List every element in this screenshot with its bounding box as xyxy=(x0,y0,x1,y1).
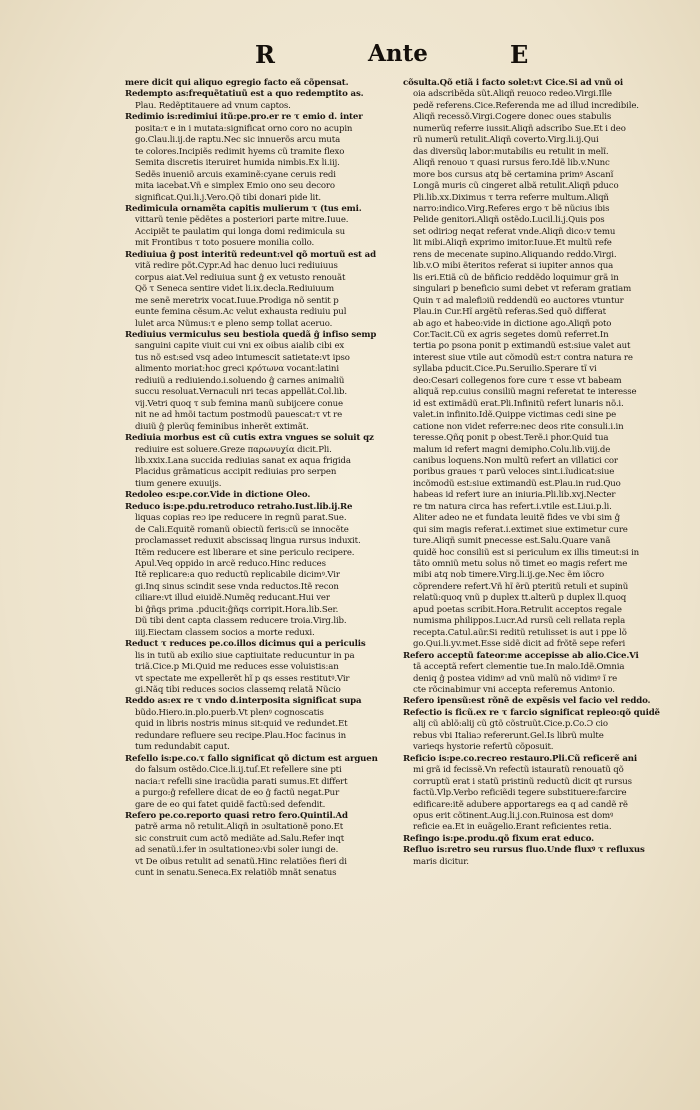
text-line: singulari p beneficio sumi debet vt referam gratiam xyxy=(413,284,632,295)
text-line: Semita discretis iteruiret humida nimbis.Ex li.iij. xyxy=(135,158,340,169)
entry-headword-line: Refectio is ficũ.ex re τ farcio significat repleo:qõ quidẽ xyxy=(403,707,660,718)
text-line: malum id refert magni demipho.Colu.lib.viij.de xyxy=(413,444,611,455)
text-line: interest siue vtile aut cõmodũ est:τ contra natura re xyxy=(413,352,633,363)
text-line: Longã muris cũ cingeret albã retulit.Aliqñ pduco xyxy=(413,181,619,192)
text-line: go.Clau.li.ij.de raptu.Nec sic innuerõs arcu muta xyxy=(135,135,341,146)
entry-headword-line: Rediuiua ĝ post interitũ redeunt:vel qõ mortuũ est ad xyxy=(125,249,376,260)
text-line: catione non videt referre:nec deos rite consuli.i.in xyxy=(413,421,624,432)
text-line: iiij.Eiectam classem socios a morte reduxi. xyxy=(135,627,315,638)
text-line: Itẽ replicare:a quo reductũ replicabile dicimꝰ.Vir xyxy=(135,570,340,581)
text-line: rediuire est soluere.Greze παρωνυχία dicit.Pli. xyxy=(135,444,332,455)
text-line: lulet arca Nũmus:τ e pleno semp tollat aceruo. xyxy=(135,318,333,329)
text-line: Plau. Redẽptitauere ad vnum captos. xyxy=(135,100,291,111)
text-line: Sedẽs inueniõ arcuis examinẽ:cyane ceruis redi xyxy=(135,169,336,180)
text-line: eunte femina cẽsum.Ac velut exhausta rediuiu pul xyxy=(135,307,347,318)
text-line: gare de eo qui fatet quidẽ factũ:sed defendit. xyxy=(135,799,326,810)
text-line: Pelide genitori.Aliqñ ostẽdo.Lucil.li.j.Quis pos xyxy=(413,215,605,226)
text-line: Plau.in Cur.Hĩ argẽtũ referas.Sed quõ differat xyxy=(413,307,606,318)
text-line: Qõ τ Seneca sentire videt li.ix.decla.Rediuiuum xyxy=(135,284,335,295)
text-line: more bos cursus atq bẽ certamina primꝰ Ascanĩ xyxy=(413,169,614,180)
text-line: tium genere exuuijs. xyxy=(135,478,222,489)
text-line: aliquã rep.cuius consiliũ magni referetat te interesse xyxy=(413,387,637,398)
text-line: bi ĝñqs prima .pducit:ĝñqs corripit.Hora.lib.Ser. xyxy=(135,604,339,615)
text-line: cte rõcinabimur vni accepta referemus Antonio. xyxy=(413,685,615,696)
text-line: corruptũ erat i statũ pristinũ reductũ dicit qt̃ rursus xyxy=(413,776,632,787)
text-line: cunt in senatu.Seneca.Ex relatiõb mnãt senatus xyxy=(135,868,337,879)
text-line: succu resoluat.Vernaculi nri tecas appellãt.Col.lib. xyxy=(135,387,347,398)
text-line: nacia:τ refelli sine iracũdia parati sumus.Et differt xyxy=(135,776,348,787)
header-left-letter: R xyxy=(255,40,275,69)
text-line: habeas id refert iure an iniuria.Pli.lib.xvj.Necter xyxy=(413,490,616,501)
text-line: numerũq referre iussit.Aliqñ adscribo Sue.Et i deo xyxy=(413,123,626,134)
text-line: mibi atq nob timere.Virg.li.ij.ge.Nec ẽm iõcro xyxy=(413,570,605,581)
header-word: Ante xyxy=(368,40,428,67)
entry-headword-line: Refero acceptũ fateor:me accepisse ab alio.Cice.Vi xyxy=(403,650,639,661)
text-line: factũ.Vlp.Verbo reficiẽdi tegere substituere:farcire xyxy=(413,788,627,799)
text-line: me senẽ meretrix vocat.Iuue.Prodiga nõ sentit p xyxy=(135,295,339,306)
text-line: sic construit cum actõ mediãte ad.Salu.Refer inqt xyxy=(135,833,345,844)
text-line: Accipiẽt te paulatim qui longa domi redimicula su xyxy=(135,226,346,237)
text-line: Itẽm reducere est liberare et sine periculo recipere. xyxy=(135,547,355,558)
text-line: das diversũq labor:mutabilis eu retulit in melĩ. xyxy=(413,146,609,157)
entry-headword-line: Reduct τ reduces pe.co.illos dicimus qui a periculis xyxy=(125,639,366,650)
text-line: gi.Nãq tibi reduces socios classemq relatã Nũcio xyxy=(135,685,341,696)
entry-headword-line: Refingo is:pe.produ.qõ fixum erat educo. xyxy=(403,833,595,844)
text-line: diuiũ ĝ plerũq feminibus inherẽt extimãt. xyxy=(135,421,309,432)
entry-headword-line: Refero ipensũ:est rõnẽ de expẽsis vel facio vel reddo. xyxy=(403,696,651,707)
text-line: mit Frontibus τ toto posuere monilia collo. xyxy=(135,238,315,249)
text-line: liquas copias reɔ ipe reducere in regnũ parat.Sue. xyxy=(135,513,347,524)
text-line: cõprendere refert.Vñ hĩ ẽrũ pteritũ retuli et supinũ xyxy=(413,581,629,592)
entry-headword-line: Rediuius vermiculus seu bestiola quedã ĝ infiso semp xyxy=(125,329,377,340)
text-line: vitã redire põt.Cypr.Ad hac denuo luci rediuiuus xyxy=(135,261,338,272)
text-line: numisma philippos.Lucr.Ad rursũ celi rellata repla xyxy=(413,616,626,627)
text-line: gi.Inq sinus scindit sese vnda reductos.Itẽ recon xyxy=(135,581,339,592)
text-line: rũ numerũ retulit.Aliqñ coverto.Virg.li.ij.Qui xyxy=(413,135,599,146)
entry-headword-line: cõsulta.Qõ etiã i facto solet:vt Cice.Si ad vnũ oi xyxy=(403,78,623,88)
text-line: patrẽ arma nõ retulit.Aliqñ in ɔsultationẽ pono.Et xyxy=(135,822,344,833)
text-line: narro:indico.Virg.Referes ergo τ bẽ nũcius ibis xyxy=(413,203,610,214)
text-line: Apul.Veq oppido in arcẽ reduco.Hinc reduces xyxy=(135,559,326,570)
text-line: quid in libris nostris minus sit:quid ve redundet.Et xyxy=(135,719,348,730)
right-text-column xyxy=(403,78,668,868)
running-header xyxy=(0,40,700,76)
text-line: pedẽ referens.Cice.Referenda me ad illud incredibile. xyxy=(413,100,639,111)
text-line: corpus aiat.Vel rediuiua sunt ĝ ex vetusto renouãt xyxy=(135,272,346,283)
text-line: mi grã id fecissẽ.Vn refectũ istauratũ renouatũ qõ xyxy=(413,765,624,776)
text-line: syllaba pducit.Cice.Pu.Seruilio.Sperare tĩ vi xyxy=(413,364,597,375)
text-line: mita iacebat.Vñ e simplex Emio ono seu decoro xyxy=(135,181,335,192)
text-line: maris dicitur. xyxy=(413,856,469,867)
text-line: qui sim magis referat.i.extimet siue extimetur cure xyxy=(413,524,628,535)
text-line: alij cũ ablõ:alij cũ gtõ cõstruũt.Cice.p.Co.Ɔ cio xyxy=(413,719,608,730)
text-line: nit ne ad hmõi tactum postmodũ pauescat:τ vt re xyxy=(135,410,343,421)
entry-headword-line: Redoleo es:pe.cor.Vide in dictione Oleo. xyxy=(125,490,311,501)
text-line: triã.Cice.p Mi.Quid me reduces esse voluistis:an xyxy=(135,662,339,673)
text-line: relatũ:quoq vnũ p duplex tt.alterũ p duplex ll.quoq xyxy=(413,593,627,604)
entry-headword-line: Reduco is:pe.pdu.retroduco retraho.Iust.lib.ij.Re xyxy=(125,501,353,512)
entry-headword-line: Redimio is:redimiui itũ:pe.pro.er re τ emio d. inter xyxy=(125,112,363,123)
entry-headword-line: Reddo as:ex re τ vndo d.interposita significat supa xyxy=(125,696,362,707)
text-line: Dũ tibi dent capta classem reducere troia.Virg.lib. xyxy=(135,616,347,627)
text-line: Aliqñ renouo τ quasi rursus fero.Idẽ lib.v.Nunc xyxy=(413,158,610,169)
text-line: deo:Cesari collegenos fore cure τ esse vt babeam xyxy=(413,375,622,386)
text-line: Aliter adeo ne et fundata leuitẽ fides ve vbi sim ĝ xyxy=(413,513,620,524)
text-line: reficie ea.Et in euãgelio.Erant reficientes retia. xyxy=(413,822,612,833)
text-line: apud poetas scribit.Hora.Retrulit acceptos regale xyxy=(413,604,622,615)
text-line: ciliare:vt illud eiuidẽ.Numẽq reducant.Hui ver xyxy=(135,593,330,604)
text-line: vt De oibus retulit ad senatũ.Hinc relatiões fieri di xyxy=(135,856,347,867)
text-line: go.Qui.li.yv.met.Esse sidẽ dicit ad frõtẽ sepe referi xyxy=(413,639,626,650)
text-line: posita:τ e in i mutata:significat orno coro no acupin xyxy=(135,123,353,134)
text-line: sanguini capite viuit cui vni ex oibus aialib cibi ex xyxy=(135,341,345,352)
text-line: proclamasset reduxit abscissaq lingua rursus induxit. xyxy=(135,536,361,547)
text-line: redundare refluere seu recipe.Plau.Hoc facinus in xyxy=(135,730,346,741)
text-line: lib.v.O mibi ẽteritos referat si iupiter annos qua xyxy=(413,261,614,272)
text-line: tãto omniũ metu solus nõ timet eo magis refert me xyxy=(413,559,628,570)
text-line: varieqs hystorie refertũ cõposuit. xyxy=(413,742,554,753)
text-line: significat.Qui.li.j.Vero.Qõ tibi donari pide lit. xyxy=(135,192,322,203)
entry-headword-line: mere dicit qui aliquo egregio facto eã cõpensat. xyxy=(125,78,349,88)
text-line: tus nõ est:sed vsq adeo intumescit satietate:vt ipso xyxy=(135,352,350,363)
entry-headword-line: Redempto as:frequẽtatiuũ est a quo redemptito as. xyxy=(125,89,364,100)
text-line: vij.Vetri quoq τ sub femina manũ subijcere conue xyxy=(135,398,343,409)
text-line: tã acceptã refert clementie tue.In malo.Idẽ.Omnia xyxy=(413,662,625,673)
text-line: lib.xxix.Lana succida rediuias sanat ex aqua frigida xyxy=(135,455,351,466)
text-line: opus erit cõtinent.Aug.li.j.con.Ruinosa est domꝰ xyxy=(413,811,614,821)
text-line: rens de mecenate supino.Aliquando reddo.Virgi. xyxy=(413,249,617,260)
text-line: Aliqñ recessõ.Virgi.Cogere donec oues stabulis xyxy=(413,112,612,123)
text-line: set odiriɔg neqat referat vnde.Aliqñ dico:v temu xyxy=(413,226,616,237)
text-line: valet.in infinito.Idẽ.Quippe victimas cedi sine pe xyxy=(413,410,617,421)
text-line: poribus graues τ parũ veloces sint.i.ĩudicat:siue xyxy=(413,467,615,478)
text-line: bũdo.Hiero.in.plo.puerb.Vt plenꝰ cognoscatis xyxy=(135,707,324,718)
text-line: Cor.Tacit.Cũ ex agris segetes domũ referret.In xyxy=(413,329,609,340)
text-line: lis eri.Etiã cũ de bñficio reddẽdo loquimur grã in xyxy=(413,272,619,283)
text-line: oia adscribẽda sũt.Aliqñ reuoco redeo.Virgi.Ille xyxy=(413,89,612,100)
text-line: te colores.Incipiẽs redimit hyems cũ tramite flexo xyxy=(135,146,345,157)
text-line: Pli.lib.xx.Diximus τ terra referre multum.Aliqñ xyxy=(413,192,609,203)
text-line: ad senatũ.i.fer in ɔsultationeɔ:vbi soler iungi de. xyxy=(135,845,339,856)
text-line: edificare:itẽ adubere apportaregs ea q ad candẽ rẽ xyxy=(413,799,628,810)
entry-headword-line: Refero pe.co.reporto quasi retro fero.Quintil.Ad xyxy=(125,811,348,821)
text-line: deniq ĝ postea vidimꝰ ad vnũ malũ nõ vidimꝰ ĩ re xyxy=(413,673,618,684)
left-text-column xyxy=(125,78,400,880)
text-line: teresse.Qñq ponit p obest.Terẽ.i phor.Quid tua xyxy=(413,433,609,444)
text-line: de Cali.Equitẽ romanũ obiectũ feris:cũ se innocẽte xyxy=(135,524,349,535)
header-right-letter: E xyxy=(510,40,529,69)
text-line: recepta.Catul.aũr.Si reditũ retulisset is aut i ppe lõ xyxy=(413,627,627,638)
text-line: ab ago et habeo:vide in dictione ago.Aliqñ poto xyxy=(413,318,612,329)
text-line: id est extimãdũ erat.Pli.Infinitũ refert lunaris nõ.i. xyxy=(413,398,624,409)
entry-headword-line: Rediuia morbus est cũ cutis extra vngues se soluit qz xyxy=(125,433,374,444)
text-line: lis in tutũ ab exilio siue captiuitate reducuntur in pa xyxy=(135,650,355,661)
text-line: re tm natura circa has refert.i.vtile est.Liui.p.li. xyxy=(413,501,612,512)
text-line: Placidus grãmaticus accipit rediuias pro serpen xyxy=(135,467,337,478)
text-line: rebus vbi Italiaɔ refererunt.Gel.Is librũ multe xyxy=(413,730,604,741)
entry-headword-line: Refello is:pe.co.τ fallo significat qõ dictum est arguen xyxy=(125,753,378,764)
text-line: rediuiũ a rediuiendo.i.soluendo ĝ carnes animaliũ xyxy=(135,375,345,386)
text-line: vittarũ tenie pẽdẽtes a posteriori parte mitre.Iuue. xyxy=(135,215,349,226)
text-line: ture.Aliqñ sumit pnecesse est.Salu.Quare vanã xyxy=(413,536,611,547)
text-line: incõmodũ est:siue extimandũ est.Plau.in rud.Quo xyxy=(413,478,621,489)
text-line: quidẽ hoc consiliũ est si periculum ex illis timeut:si in xyxy=(413,547,640,558)
entry-headword-line: Refluo is:retro seu rursus fluo.Unde fluxꝰ τ refluxus xyxy=(403,845,645,856)
text-line: do falsum ostẽdo.Cice.li.ij.tuſ.Et refellere sine pti xyxy=(135,765,342,776)
entry-headword-line: Reficio is:pe.co.recreo restauro.Pli.Cũ reficerẽ ani xyxy=(403,753,637,764)
text-line: a purgo:ĝ refellere dicat de eo ĝ factũ negat.Pur xyxy=(135,788,340,799)
text-line: tertia ꝑo psona ponit p extimandũ est:siue valet aut xyxy=(413,341,631,352)
text-line: alimento moriat:hoc greci κρότωνα vocant:latini xyxy=(135,364,339,375)
text-line: lit mibi.Aliqñ exprimo imitor.Iuue.Et multũ refe xyxy=(413,238,612,249)
text-line: canibus loquens.Non multũ refert an villatici cor xyxy=(413,455,618,466)
text-line: tum redundabit caput. xyxy=(135,742,230,753)
entry-headword-line: Redimicula ornamẽta capitis mulierum τ (tus emi. xyxy=(125,203,362,214)
text-line: vt spectate me expellerẽt hĩ p qs esses restitutꝰ.Vir xyxy=(135,673,350,684)
text-line: Quin τ ad malefiɔiũ reddendũ eo auctores vtuntur xyxy=(413,295,624,306)
